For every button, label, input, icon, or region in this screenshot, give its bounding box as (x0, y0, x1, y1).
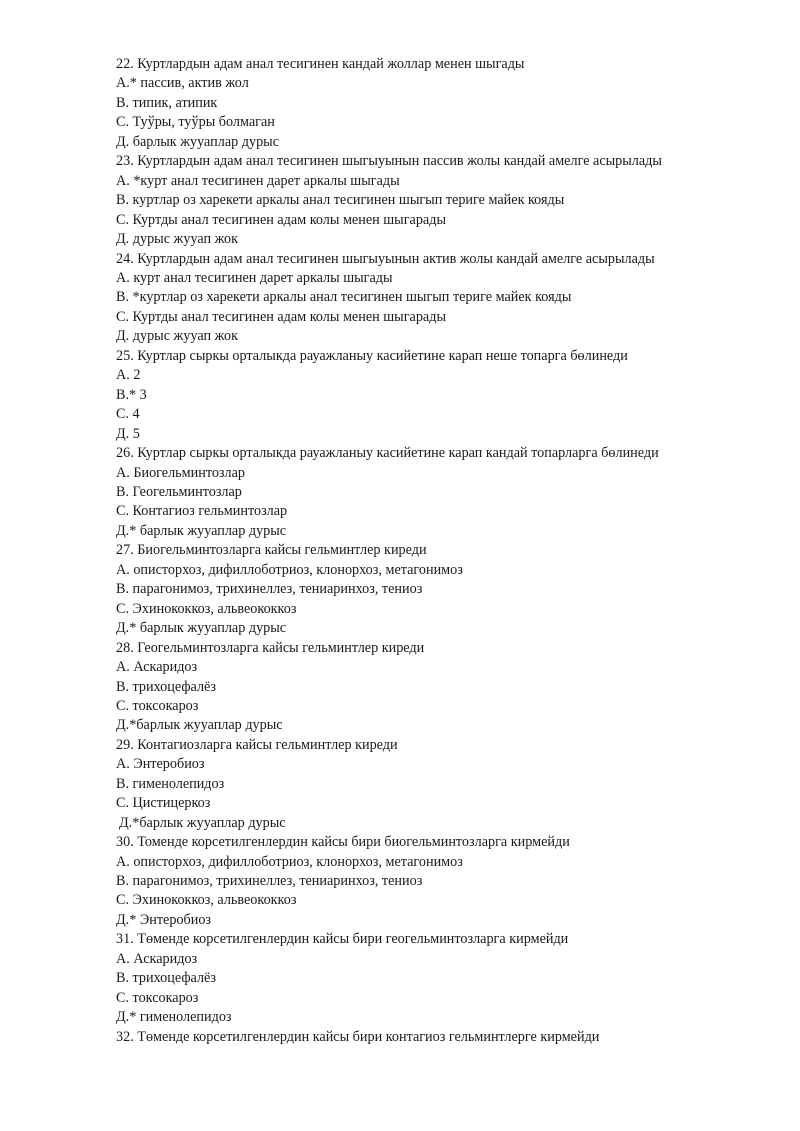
answer-31-b: В. трихоцефалёз (116, 970, 216, 987)
answer-26-b: В. Геогельминтозлар (116, 483, 242, 500)
question-26: 26. Куртлар сыркы орталыкда рауажланыу касийетине карап кандай топарларга бөлинеди (116, 445, 659, 462)
question-32: 32. Төменде корсетилгенлердин кайсы бири контагиоз гельминтлерге кирмейди (116, 1028, 600, 1045)
answer-25-d: Д. 5 (116, 425, 140, 442)
answer-23-a: А. *курт анал тесигинен дарет аркалы шыгады (116, 172, 400, 189)
answer-29-a: А. Энтеробиоз (116, 756, 205, 773)
answer-25-a: А. 2 (116, 367, 141, 384)
answer-28-b: В. трихоцефалёз (116, 678, 216, 695)
answer-26-c: С. Контагиоз гельминтозлар (116, 503, 288, 520)
answer-24-b: В. *куртлар оз харекети аркалы анал тесигинен шыгып териге майек кояды (116, 289, 572, 306)
question-30: 30. Томенде корсетилгенлердин кайсы бири биогельминтозларга кирмейди (116, 834, 570, 851)
question-22: 22. Куртлардын адам анал тесигинен кандай жоллар менен шыгады (116, 56, 525, 72)
question-31: 31. Төменде корсетилгенлердин кайсы бири геогельминтозларга кирмейди (116, 931, 569, 948)
answer-24-a: А. курт анал тесигинен дарет аркалы шыгады (116, 269, 393, 286)
answer-22-a: А.* пассив, актив жол (116, 75, 249, 92)
answer-26-d: Д.* барлык жууаплар дурыс (116, 522, 287, 539)
answer-28-c: С. токсокароз (116, 697, 199, 714)
answer-30-d: Д.* Энтеробиоз (116, 911, 212, 928)
question-25: 25. Куртлар сыркы орталыкда рауажланыу касийетине карап неше топарга бөлинеди (116, 347, 628, 364)
answer-27-a: А. описторхоз, дифиллоботриоз, клонорхоз, метагонимоз (116, 561, 463, 578)
question-23: 23. Куртлардын адам анал тесигинен шыгыуынын пассив жолы кандай амелге асырылады (116, 153, 662, 170)
answer-24-c: С. Куртды анал тесигинен адам колы менен шыгарады (116, 308, 446, 325)
answer-23-d: Д. дурыс жууап жок (116, 231, 239, 248)
question-27: 27. Биогельминтозларга кайсы гельминтлер киреди (116, 542, 427, 559)
document-page (116, 55, 776, 1047)
answer-25-c: С. 4 (116, 406, 140, 423)
answer-29-b: В. гименолепидоз (116, 775, 225, 792)
answer-30-c: С. Эхинококкоз, альвеококкоз (116, 892, 297, 909)
answer-31-c: С. токсокароз (116, 989, 199, 1006)
answer-27-d: Д.* барлык жууаплар дурыс (116, 620, 287, 637)
answer-31-a: А. Аскаридоз (116, 950, 198, 967)
question-29: 29. Контагиозларга кайсы гельминтлер киреди (116, 736, 398, 753)
question-24: 24. Куртлардын адам анал тесигинен шыгыуынын актив жолы кандай амелге асырылады (116, 250, 655, 267)
answer-22-d: Д. барлык жууаплар дурыс (116, 133, 280, 150)
answer-26-a: А. Биогельминтозлар (116, 464, 245, 481)
answer-29-d: Д.*барлык жууаплар дурыс (119, 814, 286, 831)
answer-28-a: А. Аскаридоз (116, 659, 198, 676)
answer-28-d: Д.*барлык жууаплар дурыс (116, 717, 283, 734)
answer-25-b: В.* 3 (116, 386, 147, 403)
answer-30-b: В. парагонимоз, трихинеллез, тениаринхоз, тениоз (116, 873, 423, 890)
answer-24-d: Д. дурыс жууап жок (116, 328, 239, 345)
answer-22-b: В. типик, атипик (116, 94, 218, 111)
answer-31-d: Д.* гименолепидоз (116, 1009, 232, 1026)
question-28: 28. Геогельминтозларга кайсы гельминтлер киреди (116, 639, 425, 656)
answer-23-c: С. Куртды анал тесигинен адам колы менен шыгарады (116, 211, 446, 228)
answer-22-c: С. Туўры, туўры болмаган (116, 114, 275, 131)
answer-27-b: В. парагонимоз, трихинеллез, тениаринхоз, тениоз (116, 581, 423, 598)
answer-27-c: С. Эхинококкоз, альвеококкоз (116, 600, 297, 617)
answer-29-c: С. Цистицеркоз (116, 795, 211, 812)
answer-23-b: В. куртлар оз харекети аркалы анал тесигинен шыгып териге майек кояды (116, 192, 565, 209)
answer-30-a: А. описторхоз, дифиллоботриоз, клонорхоз, метагонимоз (116, 853, 463, 870)
